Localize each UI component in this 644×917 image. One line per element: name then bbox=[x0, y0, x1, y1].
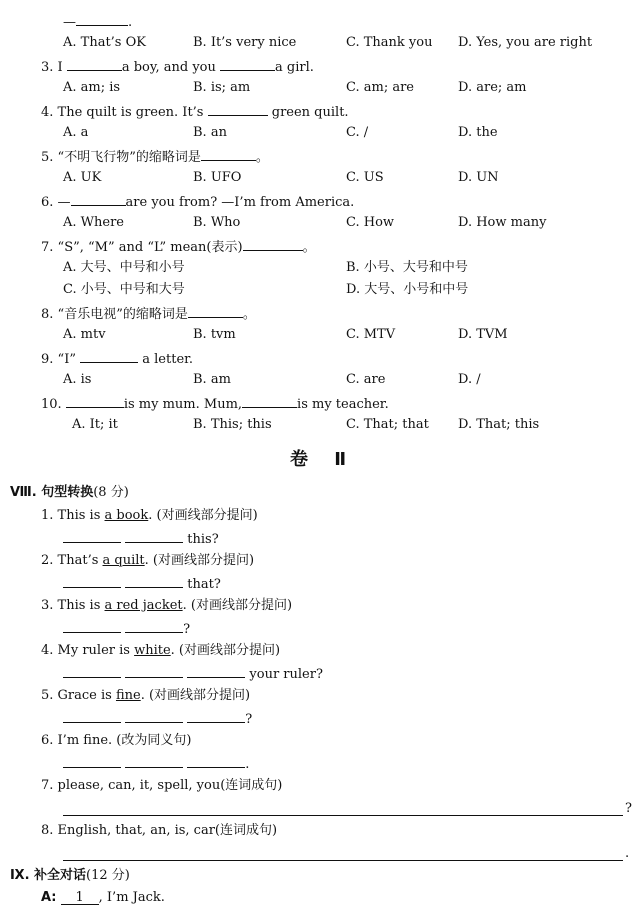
answer-blank[interactable] bbox=[242, 394, 297, 408]
q3-stem: 3. I a boy, and you a girl. bbox=[41, 57, 314, 77]
option-d[interactable]: D. / bbox=[458, 372, 481, 387]
option-b[interactable]: B. Who bbox=[193, 215, 241, 230]
option-d[interactable]: D. How many bbox=[458, 215, 547, 230]
option-d[interactable]: D. the bbox=[458, 125, 498, 140]
dialogue-blank-1[interactable]: 1 bbox=[61, 891, 99, 905]
option-d[interactable]: D. are; am bbox=[458, 80, 527, 95]
option-d[interactable]: D. 大号、小号和中号 bbox=[346, 282, 469, 297]
option-b[interactable]: B. am bbox=[193, 372, 231, 387]
option-a[interactable]: A. That’s OK bbox=[63, 35, 146, 50]
option-c[interactable]: C. 小号、中号和大号 bbox=[63, 282, 185, 297]
q8-stem: 8. “音乐电视”的缩略词是 。 bbox=[41, 304, 256, 324]
q7-stem: 7. “S”, “M” and “L” mean(表示) 。 bbox=[41, 237, 316, 257]
answer-blank[interactable] bbox=[201, 147, 256, 161]
s8-item-4: 4. My ruler is white. (对画线部分提问) bbox=[41, 643, 281, 658]
answer-blank[interactable] bbox=[125, 529, 183, 543]
option-b[interactable]: B. an bbox=[193, 125, 227, 140]
option-a[interactable]: A. Where bbox=[63, 215, 124, 230]
answer-blank[interactable] bbox=[63, 754, 121, 768]
option-c[interactable]: C. That; that bbox=[346, 417, 429, 432]
option-b[interactable]: B. It’s very nice bbox=[193, 35, 297, 50]
answer-blank[interactable] bbox=[125, 664, 183, 678]
answer-blank[interactable] bbox=[63, 574, 121, 588]
q9-stem: 9. “I” a letter. bbox=[41, 349, 193, 369]
answer-blank[interactable] bbox=[220, 57, 275, 71]
option-a[interactable]: A. a bbox=[63, 125, 89, 140]
q4-stem: 4. The quilt is green. It’s green quilt. bbox=[41, 102, 349, 122]
answer-blank[interactable] bbox=[80, 349, 138, 363]
answer-blank[interactable] bbox=[187, 754, 245, 768]
s8-item-7: 7. please, can, it, spell, you(连词成句) bbox=[41, 778, 283, 793]
answer-blank[interactable] bbox=[66, 394, 124, 408]
option-a[interactable]: A. am; is bbox=[63, 80, 121, 95]
option-b[interactable]: B. This; this bbox=[193, 417, 272, 432]
answer-blank[interactable] bbox=[71, 192, 126, 206]
option-a[interactable]: A. It; it bbox=[72, 417, 118, 432]
s8-answer-5: ? bbox=[63, 709, 252, 729]
answer-blank[interactable] bbox=[187, 709, 245, 723]
answer-line-7[interactable] bbox=[63, 815, 623, 816]
section-9-heading: Ⅸ. 补全对话(12 分) bbox=[10, 868, 130, 883]
option-c[interactable]: C. are bbox=[346, 372, 386, 387]
s8-answer-2: that? bbox=[63, 574, 221, 594]
option-c[interactable]: C. How bbox=[346, 215, 395, 230]
answer-blank[interactable] bbox=[76, 12, 128, 26]
dialogue-line-1: A: 1 , I’m Jack. bbox=[41, 890, 165, 905]
answer-blank[interactable] bbox=[188, 304, 243, 318]
q2-stem: — . bbox=[63, 12, 132, 32]
answer-blank[interactable] bbox=[208, 102, 268, 116]
option-c[interactable]: C. am; are bbox=[346, 80, 414, 95]
s8-answer-1: this? bbox=[63, 529, 219, 549]
answer-blank[interactable] bbox=[63, 529, 121, 543]
answer-blank[interactable] bbox=[125, 619, 183, 633]
s8-item-2: 2. That’s a quilt. (对画线部分提问) bbox=[41, 553, 255, 568]
answer-blank[interactable] bbox=[63, 709, 121, 723]
option-a[interactable]: A. mtv bbox=[63, 327, 106, 342]
option-a[interactable]: A. UK bbox=[63, 170, 102, 185]
option-d[interactable]: D. UN bbox=[458, 170, 499, 185]
option-b[interactable]: B. tvm bbox=[193, 327, 236, 342]
answer-blank[interactable] bbox=[67, 57, 122, 71]
option-d[interactable]: D. TVM bbox=[458, 327, 508, 342]
option-b[interactable]: B. 小号、大号和中号 bbox=[346, 260, 468, 275]
s8-item-6: 6. I’m fine. (改为同义句) bbox=[41, 733, 192, 748]
answer-blank[interactable] bbox=[125, 709, 183, 723]
option-c[interactable]: C. MTV bbox=[346, 327, 396, 342]
option-b[interactable]: B. UFO bbox=[193, 170, 242, 185]
s8-item-3: 3. This is a red jacket. (对画线部分提问) bbox=[41, 598, 293, 613]
answer-line-8[interactable] bbox=[63, 860, 623, 861]
s8-answer-6: . bbox=[63, 754, 249, 774]
option-c[interactable]: C. Thank you bbox=[346, 35, 433, 50]
section-8-heading: Ⅷ. 句型转换(8 分) bbox=[10, 485, 129, 500]
answer-line-7-end: ? bbox=[625, 801, 632, 816]
option-d[interactable]: D. That; this bbox=[458, 417, 540, 432]
q10-stem: 10. is my mum. Mum, is my teacher. bbox=[41, 394, 389, 414]
option-b[interactable]: B. is; am bbox=[193, 80, 251, 95]
answer-blank[interactable] bbox=[125, 754, 183, 768]
answer-line-8-end: . bbox=[625, 846, 630, 861]
answer-blank[interactable] bbox=[187, 664, 245, 678]
volume-title: 卷 Ⅱ bbox=[290, 449, 357, 470]
answer-blank[interactable] bbox=[63, 619, 121, 633]
answer-blank[interactable] bbox=[63, 664, 121, 678]
option-d[interactable]: D. Yes, you are right bbox=[458, 35, 593, 50]
answer-blank[interactable] bbox=[243, 237, 303, 251]
option-a[interactable]: A. 大号、中号和小号 bbox=[63, 260, 185, 275]
s8-answer-3: ? bbox=[63, 619, 190, 639]
option-c[interactable]: C. / bbox=[346, 125, 369, 140]
option-a[interactable]: A. is bbox=[63, 372, 92, 387]
s8-answer-4: your ruler? bbox=[63, 664, 323, 684]
answer-blank[interactable] bbox=[125, 574, 183, 588]
s8-item-5: 5. Grace is fine. (对画线部分提问) bbox=[41, 688, 251, 703]
s8-item-1: 1. This is a book. (对画线部分提问) bbox=[41, 508, 258, 523]
option-c[interactable]: C. US bbox=[346, 170, 384, 185]
speaker-label: A: bbox=[41, 890, 57, 905]
q5-stem: 5. “不明飞行物”的缩略词是 。 bbox=[41, 147, 269, 167]
q6-stem: 6. — are you from? —I’m from America. bbox=[41, 192, 354, 212]
s8-item-8: 8. English, that, an, is, car(连词成句) bbox=[41, 823, 278, 838]
